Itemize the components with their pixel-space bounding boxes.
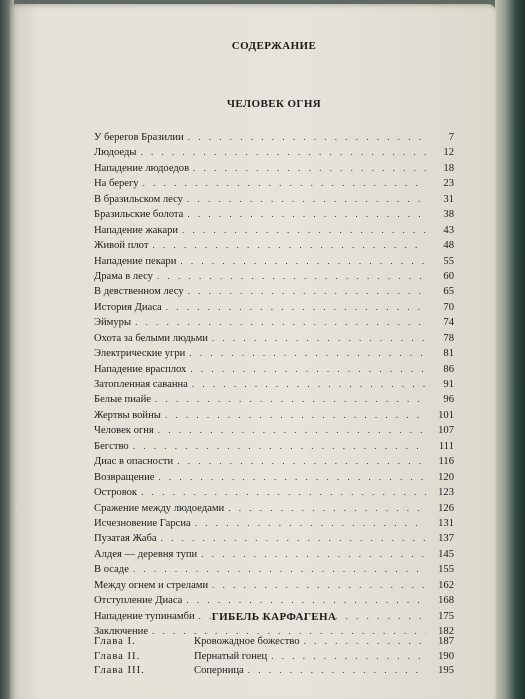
toc-entry-page: 162	[438, 579, 454, 591]
toc-entry-title: Нападение жакари	[94, 224, 179, 236]
toc-entry	[94, 649, 454, 664]
toc-entry-title: Затопленная саванна	[94, 379, 188, 390]
book-cover-right	[495, 0, 525, 699]
toc-leader-dots	[155, 392, 426, 407]
toc-entry-page: 65	[443, 286, 454, 298]
toc-entry-page: 116	[438, 456, 454, 468]
toc-entry	[94, 284, 454, 299]
toc-leader-dots	[177, 454, 426, 469]
toc-entry	[94, 331, 454, 346]
toc-entry-title: Бразильские болота	[94, 209, 184, 221]
toc-entry-page: 155	[438, 564, 454, 576]
toc-entry-title: Жертвы войны	[94, 409, 161, 421]
toc-entry-page: 48	[443, 240, 454, 252]
toc-entry-page: 55	[443, 255, 454, 267]
toc-entry	[94, 578, 454, 593]
toc-leader-dots	[188, 130, 426, 145]
toc-entry	[94, 531, 454, 546]
toc-entry-page: 101	[438, 409, 454, 421]
toc-entry-page: 107	[438, 425, 454, 437]
toc-entry	[94, 516, 454, 531]
toc-entry	[94, 254, 454, 269]
toc-entry-page: 123	[438, 487, 454, 499]
toc-entry	[94, 223, 454, 238]
toc-entry-title: Алдея — деревня тупи	[94, 548, 198, 560]
toc-leader-dots	[189, 346, 426, 361]
book-page	[10, 4, 496, 699]
toc-entry	[94, 269, 454, 284]
toc-entry	[94, 485, 454, 500]
toc-leader-dots	[192, 377, 426, 392]
toc-leader-dots	[157, 269, 426, 284]
toc-entry	[94, 192, 454, 207]
toc-entry-page: 137	[438, 533, 454, 545]
toc-entry-title: В бразильском лесу	[94, 193, 183, 205]
toc-leader-dots	[143, 176, 426, 191]
toc-entry-page: 86	[443, 363, 454, 375]
toc-entry-title: Возвращение	[94, 471, 155, 483]
toc-entry-title: В осаде	[94, 564, 129, 576]
toc-entry-chapter: Глава III.	[94, 665, 145, 676]
toc-entry-title: Пузатая Жаба	[94, 533, 157, 545]
toc-leader-dots	[180, 254, 426, 269]
toc-entry-page: 175	[438, 610, 454, 622]
toc-entry-page: 111	[438, 440, 454, 452]
toc-leader-dots	[152, 238, 426, 253]
toc-entry-title: Белые пиайе	[94, 394, 151, 406]
toc-entry-title: Нападение врасплох	[94, 363, 187, 375]
toc-entry-page: 182	[438, 626, 454, 637]
toc-entry-title: Нападение пекари	[94, 255, 177, 267]
toc-entry-page: 120	[438, 471, 454, 483]
toc-entry-title: Сражение между людоедами	[94, 502, 225, 514]
toc-entry-page: 43	[443, 224, 454, 236]
toc-entry-title: Людоеды	[94, 147, 137, 159]
toc-entry-page: 31	[443, 193, 454, 205]
toc-entry-title: Диас в опасности	[94, 456, 174, 468]
toc-entry-page: 96	[443, 394, 454, 406]
toc-entry	[94, 593, 454, 608]
toc-entry-title: История Диаса	[94, 301, 162, 313]
toc-entry	[94, 547, 454, 562]
part1-toc-list	[94, 130, 454, 639]
toc-entry-title: На берегу	[94, 178, 139, 190]
part2-toc-list	[94, 634, 454, 678]
toc-entry	[94, 315, 454, 330]
toc-leader-dots	[212, 578, 426, 593]
toc-leader-dots	[158, 470, 426, 485]
toc-entry-page: 195	[438, 665, 454, 676]
toc-entry	[94, 454, 454, 469]
contents-heading: СОДЕРЖАНИЕ	[231, 40, 317, 52]
toc-leader-dots	[165, 408, 426, 423]
toc-entry	[94, 161, 454, 176]
toc-entry-title: Драма в лесу	[94, 270, 153, 282]
toc-entry	[94, 634, 454, 649]
toc-leader-dots	[195, 516, 426, 531]
toc-entry-page: 12	[443, 147, 454, 159]
toc-leader-dots	[135, 315, 426, 330]
toc-entry-title: Эймуры	[94, 317, 132, 329]
toc-leader-dots	[187, 207, 426, 222]
toc-leader-dots	[186, 593, 426, 608]
toc-entry-page: 74	[443, 317, 454, 329]
toc-entry-page: 78	[443, 332, 454, 344]
toc-leader-dots	[158, 423, 426, 438]
toc-entry-page: 7	[448, 132, 454, 143]
toc-entry	[94, 470, 454, 485]
toc-leader-dots	[271, 649, 426, 664]
toc-entry	[94, 176, 454, 191]
toc-entry-page: 190	[438, 650, 454, 662]
toc-entry-title: Кровожадное божество	[194, 636, 300, 647]
toc-entry-page: 70	[443, 301, 454, 313]
toc-leader-dots	[193, 161, 426, 176]
toc-leader-dots	[133, 562, 426, 577]
toc-leader-dots	[212, 331, 426, 346]
toc-leader-dots	[248, 663, 426, 678]
toc-leader-dots	[133, 439, 426, 454]
toc-entry	[94, 362, 454, 377]
part2-heading: ГИБЕЛЬ КАРФАГЕНА	[211, 611, 337, 623]
toc-entry-page: 187	[438, 636, 454, 647]
toc-entry-page: 91	[443, 379, 454, 390]
toc-entry-title: Нападение людоедов	[94, 162, 190, 174]
toc-entry-page: 38	[443, 209, 454, 221]
toc-entry-page: 145	[438, 548, 454, 560]
toc-entry	[94, 145, 454, 160]
toc-leader-dots	[228, 501, 426, 516]
toc-leader-dots	[201, 547, 426, 562]
toc-entry-title: У берегов Бразилии	[94, 132, 184, 143]
toc-leader-dots	[190, 362, 426, 377]
toc-entry-title: Живой плот	[94, 240, 149, 252]
toc-entry-title: Пернатый гонец	[194, 650, 268, 662]
toc-entry-title: Нападение тупинамби	[94, 610, 195, 622]
toc-entry-title: Исчезновение Гарсиа	[94, 517, 191, 529]
toc-entry	[94, 562, 454, 577]
toc-entry	[94, 408, 454, 423]
toc-entry	[94, 377, 454, 392]
toc-entry-chapter: Глава I.	[94, 636, 136, 647]
toc-leader-dots	[166, 300, 426, 315]
toc-leader-dots	[140, 145, 426, 160]
toc-entry	[94, 392, 454, 407]
toc-entry-title: Охота за белыми людьми	[94, 332, 208, 344]
toc-entry	[94, 663, 454, 678]
toc-entry-title: Человек огня	[94, 425, 154, 437]
toc-entry	[94, 207, 454, 222]
toc-entry-title: В девственном лесу	[94, 286, 184, 298]
toc-entry-chapter: Глава II.	[94, 650, 141, 662]
toc-entry-page: 18	[443, 162, 454, 174]
toc-entry-title: Бегство	[94, 440, 129, 452]
toc-leader-dots	[188, 284, 426, 299]
part1-heading: ЧЕЛОВЕК ОГНЯ	[226, 98, 322, 110]
toc-leader-dots	[182, 223, 426, 238]
toc-entry	[94, 300, 454, 315]
toc-entry-page: 23	[443, 178, 454, 190]
toc-entry-title: Электрические угри	[94, 348, 186, 360]
toc-entry	[94, 238, 454, 253]
toc-entry-page: 168	[438, 595, 454, 607]
toc-entry	[94, 439, 454, 454]
toc-entry-page: 131	[438, 517, 454, 529]
toc-leader-dots	[141, 485, 426, 500]
toc-leader-dots	[187, 192, 426, 207]
toc-entry	[94, 130, 454, 145]
toc-entry	[94, 501, 454, 516]
toc-entry	[94, 346, 454, 361]
toc-entry-page: 60	[443, 270, 454, 282]
toc-entry-page: 81	[443, 348, 454, 360]
toc-entry-title: Заключение	[94, 626, 149, 637]
toc-leader-dots	[304, 634, 426, 649]
toc-entry-title: Соперница	[194, 665, 244, 676]
toc-entry-title: Между огнем и стрелами	[94, 579, 209, 591]
toc-leader-dots	[161, 531, 426, 546]
toc-entry-page: 126	[438, 502, 454, 514]
toc-entry-title: Островок	[94, 487, 138, 499]
toc-entry-title: Отступление Диаса	[94, 595, 183, 607]
toc-entry	[94, 423, 454, 438]
